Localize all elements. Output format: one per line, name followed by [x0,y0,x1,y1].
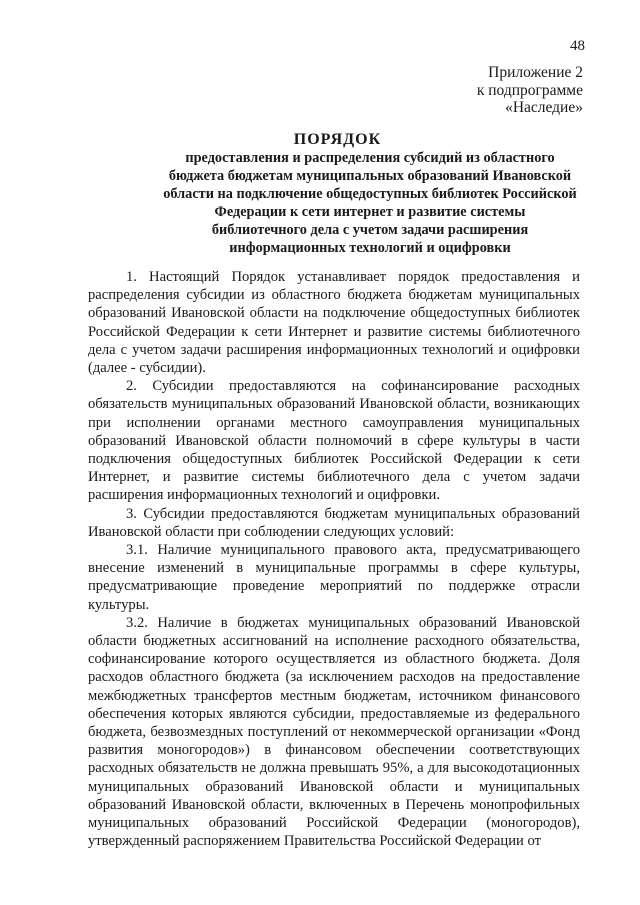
document-subtitle [150,150,590,257]
appendix-line-2: к подпрограмме [476,81,583,99]
subtitle-line-5: библиотечного дела с учетом задачи расширения [211,221,529,238]
subtitle-line-2: бюджета бюджетам муниципальных образований Ивановской [168,167,572,184]
paragraph-3-2: 3.2. Наличие в бюджетах муниципальных образований Ивановской области бюджетных ассигнований на исполнение расходного обязательства, софинансирование которого осуществляется из областного бюджета. Доля расходов областного бюджета (за исключением расходов на предоставление межбюджетных трансфертов местным бюджетам, источником финансового обеспечения которых являются субсидии, предоставляемые из федерального бюджета, безвозмездных поступлений от некоммерческой организации «Фонд развития моногородов») в финансовом обеспечении соответствующих расходных обязательств не должна превышать 95%, а для высокодотационных муниципальных образований Ивановской области и муниципальных образований Ивановской области, включенных в Перечень монопрофильных муниципальных образований Российской Федерации (моногородов), утвержденный распоряжением Правительства Российской Федерации от [88,614,580,850]
document-title: ПОРЯДОК [293,131,382,148]
paragraph-3: 3. Субсидии предоставляются бюджетам муниципальных образований Ивановской области при соблюдении следующих условий: [88,505,580,540]
paragraph-1: 1. Настоящий Порядок устанавливает порядок предоставления и распределения субсидии из областного бюджета бюджетам муниципальных образований Ивановской области на подключение общедоступных библиотек Российской Федерации к сети Интернет и развитие системы библиотечного дела с учетом задачи расширения информационных технологий и оцифровки (далее - субсидии). [88,269,580,377]
appendix-line-3: «Наследие» [505,99,583,116]
page-number: 48 [570,38,585,54]
subtitle-line-4: Федерации к сети интернет и развитие системы [214,203,526,220]
appendix-header [477,64,583,117]
paragraph-3-1: 3.1. Наличие муниципального правового акта, предусматривающего внесение изменений в муниципальные программы в сфере культуры, предусматривающие проведение мероприятий по поддержке отрасли культуры. [88,542,580,613]
appendix-line-1: Приложение 2 [488,64,583,81]
subtitle-line-6: информационных технологий и оцифровки [229,239,511,256]
paragraph-2: 2. Субсидии предоставляются на софинансирование расходных обязательств муниципальных образований Ивановской области, возникающих при исполнении органами местного самоуправления муниципальных образований Ивановской области полномочий в сфере культуры в части подключения общедоступных библиотек Российской Федерации к сети Интернет, и развитие системы библиотечного дела с учетом задачи расширения информационных технологий и оцифровки. [88,378,580,504]
subtitle-line-3: области на подключение общедоступных библиотек Российской [163,185,577,202]
document-body [88,268,580,851]
subtitle-line-1: предоставления и распределения субсидий из областного [185,150,555,166]
